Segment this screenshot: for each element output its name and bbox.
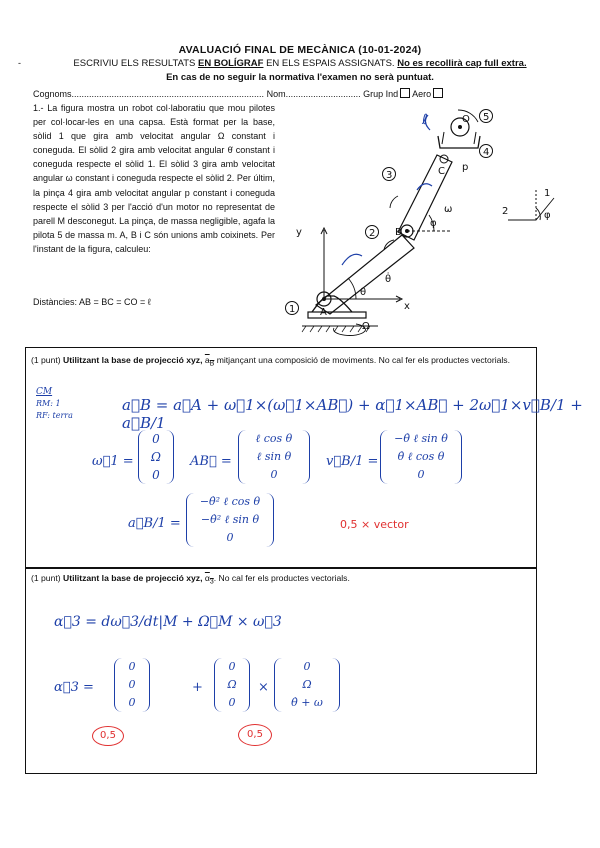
instructions-part-a: ESCRIVIU ELS RESULTATS [73,58,198,69]
fig-label-Omega: Ω [362,321,370,332]
fig-label-omega: ω [444,204,453,215]
angle-arcs [334,110,554,335]
name-field[interactable]: Nom.............................. [266,89,361,99]
q2-grade-2: 0,5 [238,724,272,746]
group-checkbox[interactable] [400,88,410,98]
aero-checkbox[interactable] [433,88,443,98]
fig-label-y: y [296,227,302,238]
fig-side-1: 1 [544,188,551,199]
instructions-part-d: No es recollirà cap full extra. [397,58,527,69]
fig-label-p: p [462,162,469,173]
fig-label-5: 5 [483,112,490,123]
instructions-line-2: En cas de no seguir la normativa l'examen no serà puntuat. [166,72,434,83]
blue-annotations [342,115,432,265]
corner-mark: - [18,58,21,68]
q1-vb-label: v⃗B/1 = [326,454,379,469]
question-2-text [31,573,531,586]
robot-figure [282,100,582,340]
fig-label-thetadot: θ̇ [385,274,392,285]
instructions-line-1 [0,58,600,69]
q2-times: × [258,680,269,695]
q1-vec: $a_B$ [204,355,215,368]
surnames-field[interactable]: Cognoms............................................................................. [33,89,265,99]
q1-points: (1 punt) [31,355,61,365]
fig-label-1: 1 [289,304,296,315]
q1-ab-vector: ℓ cos θ ℓ sin θ 0 [238,430,310,484]
fig-label-3: 3 [386,170,393,181]
exam-title: AVALUACIÓ FINAL DE MECÀNICA (10-01-2024) [178,44,422,56]
q1-ab1-vector: −θ̇² ℓ cos θ −θ̇² ℓ sin θ 0 [186,493,274,547]
fig-label-A: A [320,307,327,318]
problem-statement: 1.- La figura mostra un robot col·laboratiu que mou pilotes per col·locar-les en una capsa. Està format per la base, sòlid 1 que gira amb velocitat angular Ω constant i coneguda. El sòlid 2 gira amb velocitat angular θ̇ constant i coneguda respecte el sòlid 1. El sòlid 3 gira amb velocitat angular ω constant i coneguda respecte el sòlid 2. Per últim, la pinça 4 gira amb velocitat angular p constant i coneguda respecte el sòlid 3 per l'acció d'un motor no representat de parell M desconegut. La pinça, de massa negligible, agafa la pilota 5 de massa m. A, B i C són unions amb coixinets. Per l'instant de la figura, calculeu: [33,103,275,254]
question-1-text [31,354,531,371]
fig-label-phi-1: φ [430,218,437,229]
fig-label-phi-2: φ [544,210,551,221]
q1-main-equation: a⃗B = a⃗A + ω⃗1×(ω⃗1×AB⃗) + α⃗1×AB⃗ + 2ω⃗1×v⃗B/1 + a⃗B/1 [122,396,583,432]
q1-w1-label: ω⃗1 = [92,454,134,469]
student-info-row [33,88,573,99]
q1-vb-vector: −θ̇ ℓ sin θ θ̇ ℓ cos θ 0 [380,430,462,484]
q1-text-d: mitjançant una composició de moviments. No cal fer els productes vectorials. [214,355,510,365]
q2-grade-1: 0,5 [92,726,124,746]
q2-vector-2: 0 Ω 0 [214,658,250,712]
fig-label-ell: ℓ [422,112,428,128]
fig-label-4: 4 [483,147,490,158]
fig-label-2: 2 [369,228,376,239]
q1-grade-note: 0,5 × vector [340,518,409,531]
q2-plus: + [192,680,203,695]
q2-text-d: . No cal fer els productes vectorials. [213,573,350,583]
fig-label-x: x [404,301,410,312]
fig-label-O: O [462,114,470,125]
group-label: Grup Ind [363,89,399,99]
q1-ab1-label: a⃗B/1 = [128,516,181,531]
fig-label-C: C [438,166,445,177]
instructions-part-b: EN BOLÍGRAF [198,58,264,69]
q2-vec: $\alpha_3$ [204,573,214,586]
link-2 [316,235,414,314]
q2-points: (1 punt) [31,573,61,583]
q2-vector-1: 0 0 0 [114,658,150,712]
distances-note: Distàncies: AB = BC = CO = ℓ [33,297,151,307]
fig-label-theta: θ [360,287,367,298]
q1-ab-label: AB⃗ = [190,454,232,469]
fig-label-B: B [395,227,402,238]
q1-text-a: Utilitzant la base de projecció xyz, [63,355,205,365]
aero-label: Aero [412,89,432,99]
q2-eq2-label: α⃗3 = [54,680,94,695]
instructions-part-c: EN ELS ESPAIS ASSIGNATS. [263,58,398,69]
q2-vector-3: 0 Ω θ̇ + ω [274,658,340,712]
gripper-4 [438,118,480,148]
q2-text-a: Utilitzant la base de projecció xyz, [63,573,205,583]
q1-w1-vector: 0 Ω 0 [138,430,174,484]
q2-equation-1: α⃗3 = dω⃗3/dt|M + Ω⃗M × ω⃗3 [54,614,282,630]
q1-margin-notes: CM RM: 1 RF: terra [36,387,73,420]
fig-side-2: 2 [502,206,509,217]
